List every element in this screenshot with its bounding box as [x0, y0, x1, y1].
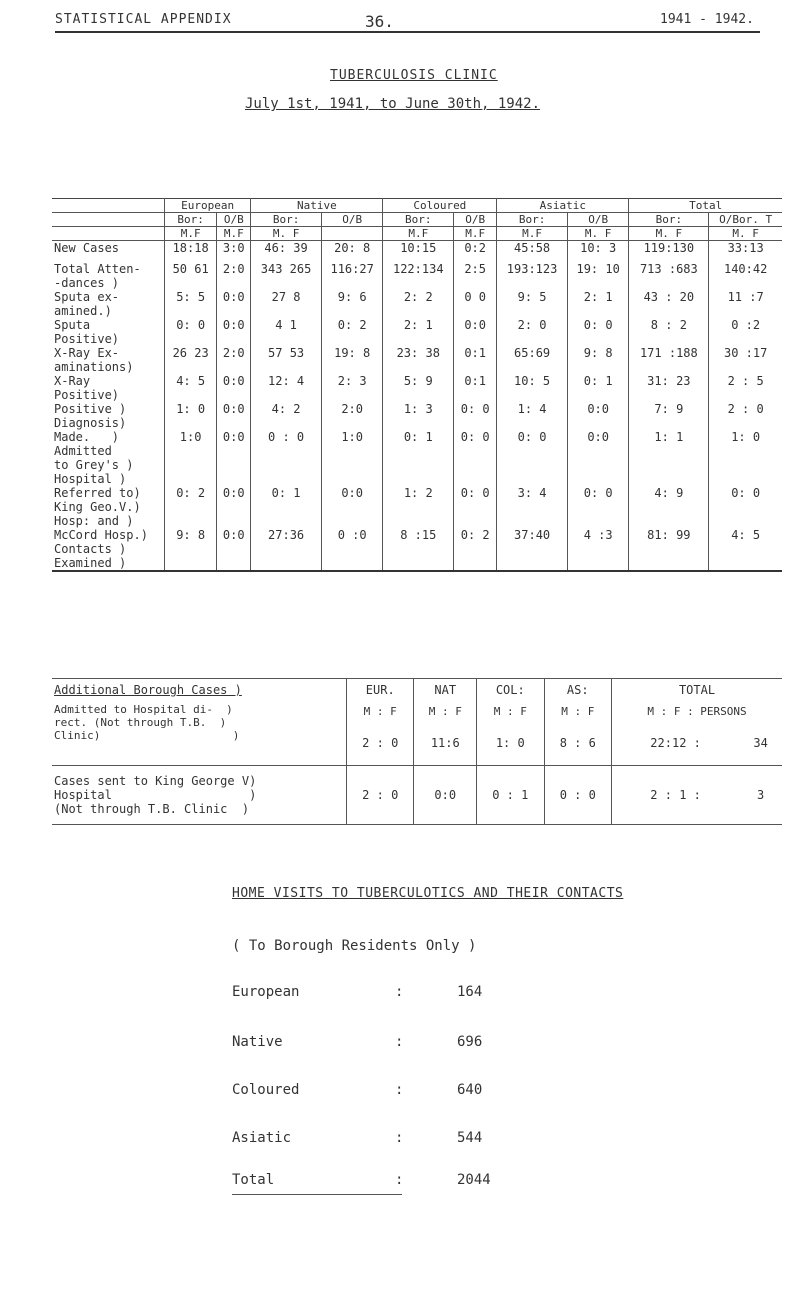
- table-row: [52, 486, 782, 528]
- cell-value: 9: 5: [497, 290, 568, 318]
- cell-value: 0:0: [217, 528, 251, 571]
- visits-sep: :: [395, 1130, 404, 1146]
- sex-header: M.F: [165, 227, 217, 241]
- cell-value: 0:0: [217, 374, 251, 402]
- cell-value: 0: 0: [709, 486, 782, 528]
- cell-value: 2 : 5: [709, 374, 782, 402]
- cell-value: 31: 23: [629, 374, 709, 402]
- cell-value: 2 : 0: [709, 402, 782, 430]
- cell-value: 4: 5: [709, 528, 782, 571]
- cell-value: 0 :0: [321, 528, 383, 571]
- cell-value: 0: 2: [454, 528, 497, 571]
- row-label: X-Ray Ex- aminations): [54, 346, 134, 374]
- row-label: New Cases: [54, 241, 120, 255]
- row-label: Sputa ex- amined.): [54, 290, 120, 318]
- cell-value: 1: 4: [497, 402, 568, 430]
- table-body: [52, 241, 782, 572]
- cell-value: 122:134: [383, 262, 454, 290]
- visits-sep: :: [395, 1082, 404, 1098]
- cell-value: 50 61: [165, 262, 217, 290]
- cell-value: 33:13: [709, 241, 782, 263]
- cell-value: 2: 1: [567, 290, 629, 318]
- cell-value: 0 : 0: [251, 430, 322, 486]
- additional-sex-row: [52, 701, 782, 721]
- cell-value: 19: 10: [567, 262, 629, 290]
- cell-value: 0:2: [454, 241, 497, 263]
- sex-header: M.F: [217, 227, 251, 241]
- subheader: Bor:: [383, 213, 454, 227]
- cell-value: 713 :683: [629, 262, 709, 290]
- table-row: [52, 290, 782, 318]
- cell-value: 8 :15: [383, 528, 454, 571]
- cell-value: 7: 9: [629, 402, 709, 430]
- subheader: O/B: [217, 213, 251, 227]
- cases-sent-row: [52, 766, 782, 825]
- cell-value: 5: 9: [383, 374, 454, 402]
- cell-value: 11 :7: [709, 290, 782, 318]
- cell-value: 0: 0: [165, 318, 217, 346]
- subheader: [709, 213, 782, 227]
- subheader: Bor:: [497, 213, 568, 227]
- cell-value: 0:0: [217, 318, 251, 346]
- header-rule: [55, 31, 760, 33]
- cell-value: 1: 2: [383, 486, 454, 528]
- cell-value: 193:123: [497, 262, 568, 290]
- additional-sex: M : F: [544, 701, 611, 721]
- home-visits-title: HOME VISITS TO TUBERCULOTICS AND THEIR CONTACTS: [232, 886, 624, 901]
- sex-header: M.F: [383, 227, 454, 241]
- cell-value: 3:0: [217, 241, 251, 263]
- table-row: [52, 402, 782, 430]
- additional-value: 34: [753, 736, 768, 750]
- additional-sex: M : F: [477, 701, 544, 721]
- group-header: Total: [629, 199, 782, 213]
- row-label: Total Atten- -dances ): [54, 262, 141, 290]
- cell-value: 2: 2: [383, 290, 454, 318]
- subheader-text: O/Bor.: [719, 213, 759, 226]
- tuberculosis-table: [52, 198, 782, 572]
- visits-value: 164: [457, 984, 483, 1000]
- additional-value: 1: 0: [477, 721, 544, 766]
- additional-value: 11:6: [414, 721, 477, 766]
- cell-value: 1:0: [165, 430, 217, 486]
- cell-value: 119:130: [629, 241, 709, 263]
- subheader-text: T: [765, 213, 773, 226]
- cell-value: 0: 0: [567, 318, 629, 346]
- cell-value: 0 :2: [709, 318, 782, 346]
- cell-value: 10:15: [383, 241, 454, 263]
- cell-value: 23: 38: [383, 346, 454, 374]
- total-underline: [232, 1194, 402, 1195]
- cell-value: 0: 1: [383, 430, 454, 486]
- cell-value: 5: 5: [165, 290, 217, 318]
- sex-header: M.F: [454, 227, 497, 241]
- cell-value: 0:0: [217, 486, 251, 528]
- cell-value: 57 53: [251, 346, 322, 374]
- additional-sex: M : F : PERSONS: [612, 701, 782, 721]
- subheader-row: [52, 213, 782, 227]
- cell-value: 0:0: [454, 318, 497, 346]
- cell-value: 9: 8: [165, 528, 217, 571]
- visits-name: Native: [232, 1034, 283, 1050]
- additional-head: COL:: [477, 679, 544, 701]
- row-label: X-Ray Positive): [54, 374, 120, 402]
- additional-value: 3: [739, 766, 782, 825]
- row-label: Positive ) Diagnosis): [54, 402, 127, 430]
- cell-value: 0 0: [454, 290, 497, 318]
- additional-cases-table: [52, 679, 782, 824]
- subheader: O/B: [454, 213, 497, 227]
- cell-value: 1: 3: [383, 402, 454, 430]
- visits-name: Asiatic: [232, 1130, 292, 1146]
- cell-value: 2: 3: [321, 374, 383, 402]
- cell-value: 10: 3: [567, 241, 629, 263]
- cell-value: 2:0: [321, 402, 383, 430]
- visits-value: 640: [457, 1082, 483, 1098]
- group-header: Asiatic: [497, 199, 629, 213]
- cell-value: 37:40: [497, 528, 568, 571]
- cell-value: 46: 39: [251, 241, 322, 263]
- additional-value: 2 : 0: [347, 721, 414, 766]
- group-header-row: [52, 199, 782, 213]
- group-header: European: [165, 199, 251, 213]
- visits-value: 696: [457, 1034, 483, 1050]
- table-row: [52, 346, 782, 374]
- additional-value: 2 : 1 :: [612, 766, 740, 825]
- cell-value: 0: 0: [454, 486, 497, 528]
- cell-value: 20: 8: [321, 241, 383, 263]
- group-header: Native: [251, 199, 383, 213]
- cell-value: 18:18: [165, 241, 217, 263]
- cell-value: 1: 0: [709, 430, 782, 486]
- group-header: Coloured: [383, 199, 497, 213]
- additional-head: EUR.: [347, 679, 414, 701]
- cell-value: 12: 4: [251, 374, 322, 402]
- year-range: 1941 - 1942.: [660, 12, 754, 27]
- cell-value: 4 1: [251, 318, 322, 346]
- cell-value: 0:0: [217, 402, 251, 430]
- cell-value: 0:1: [454, 346, 497, 374]
- cell-value: 0:0: [217, 430, 251, 486]
- cell-value: 43 : 20: [629, 290, 709, 318]
- sex-header: M. F: [629, 227, 709, 241]
- additional-cases-box: [52, 678, 782, 825]
- page-number: 36.: [365, 12, 394, 31]
- cell-value: 45:58: [497, 241, 568, 263]
- cell-value: 2:0: [217, 346, 251, 374]
- cell-value: 4: 9: [629, 486, 709, 528]
- row-label: Made. ) Admitted to Grey's ) Hospital ): [54, 430, 134, 486]
- row-label: Sputa Positive): [54, 318, 120, 346]
- cell-value: 2:5: [454, 262, 497, 290]
- additional-sex: M : F: [414, 701, 477, 721]
- visits-name: Coloured: [232, 1082, 300, 1098]
- cell-value: 9: 8: [567, 346, 629, 374]
- subheader: Bor:: [251, 213, 322, 227]
- cell-value: 0: 2: [165, 486, 217, 528]
- cell-value: 0: 0: [497, 430, 568, 486]
- cell-value: 2:0: [217, 262, 251, 290]
- cell-value: 26 23: [165, 346, 217, 374]
- cell-value: 0: 1: [567, 374, 629, 402]
- row-label: Referred to) King Geo.V.) Hosp: and ): [54, 486, 141, 528]
- additional-header-row: [52, 679, 782, 701]
- cell-value: 2: 0: [497, 318, 568, 346]
- additional-head: TOTAL: [612, 679, 782, 701]
- sex-header: M. F: [251, 227, 322, 241]
- cell-value: 0:1: [454, 374, 497, 402]
- cell-value: 27 8: [251, 290, 322, 318]
- additional-value: 8 : 6: [544, 721, 611, 766]
- sex-header: M. F: [709, 227, 782, 241]
- additional-value: 0 : 1: [477, 766, 544, 825]
- visits-value: 544: [457, 1130, 483, 1146]
- cell-value: 0:0: [321, 486, 383, 528]
- cell-value: 9: 6: [321, 290, 383, 318]
- row-label: McCord Hosp.) Contacts ) Examined ): [54, 528, 148, 570]
- additional-head: AS:: [544, 679, 611, 701]
- appendix-title: STATISTICAL APPENDIX: [55, 12, 232, 27]
- visits-total-name: Total: [232, 1172, 275, 1188]
- cell-value: 0:0: [567, 402, 629, 430]
- subheader: Bor:: [629, 213, 709, 227]
- table-row: [52, 241, 782, 263]
- cell-value: 171 :188: [629, 346, 709, 374]
- table-row: [52, 528, 782, 571]
- table-row: [52, 262, 782, 290]
- subheader: O/B: [567, 213, 629, 227]
- cell-value: 3: 4: [497, 486, 568, 528]
- cell-value: 4: 2: [251, 402, 322, 430]
- visits-sep: :: [395, 984, 404, 1000]
- visits-sep: :: [395, 1034, 404, 1050]
- cell-value: 81: 99: [629, 528, 709, 571]
- subheader: O/B: [321, 213, 383, 227]
- cell-value: 0:0: [567, 430, 629, 486]
- subheader: Bor:: [165, 213, 217, 227]
- additional-value: 0 : 0: [544, 766, 611, 825]
- period-subtitle: July 1st, 1941, to June 30th, 1942.: [245, 96, 541, 112]
- cell-value: 2: 1: [383, 318, 454, 346]
- cell-value: 0: 2: [321, 318, 383, 346]
- cell-value: 10: 5: [497, 374, 568, 402]
- additional-sex: M : F: [347, 701, 414, 721]
- cell-value: 0:0: [217, 290, 251, 318]
- cell-value: 343 265: [251, 262, 322, 290]
- cell-value: 140:42: [709, 262, 782, 290]
- sex-header: [321, 227, 383, 241]
- cell-value: 8 : 2: [629, 318, 709, 346]
- sex-header: M.F: [497, 227, 568, 241]
- cell-value: 0: 0: [454, 430, 497, 486]
- cell-value: 0: 0: [567, 486, 629, 528]
- cell-value: 0: 0: [454, 402, 497, 430]
- cell-value: 27:36: [251, 528, 322, 571]
- cell-value: 30 :17: [709, 346, 782, 374]
- cell-value: 116:27: [321, 262, 383, 290]
- visits-sep: :: [395, 1172, 404, 1188]
- cell-value: 19: 8: [321, 346, 383, 374]
- cell-value: 65:69: [497, 346, 568, 374]
- cell-value: 1:0: [321, 430, 383, 486]
- visits-name: European: [232, 984, 300, 1000]
- additional-value: 2 : 0: [347, 766, 414, 825]
- additional-value: 22:12 :: [612, 721, 740, 766]
- cell-value: 1: 0: [165, 402, 217, 430]
- table-row: [52, 374, 782, 402]
- cases-sent-label: Cases sent to King George V) Hospital ) (Not through T.B. Clinic ): [52, 766, 347, 825]
- additional-value: 0:0: [414, 766, 477, 825]
- home-visits-subtitle: ( To Borough Residents Only ): [232, 938, 477, 954]
- sex-header: M. F: [567, 227, 629, 241]
- cell-value: 4: 5: [165, 374, 217, 402]
- table-row: [52, 430, 782, 486]
- additional-head: NAT: [414, 679, 477, 701]
- cell-value: 0: 1: [251, 486, 322, 528]
- table-row: [52, 318, 782, 346]
- clinic-title: TUBERCULOSIS CLINIC: [330, 68, 498, 83]
- sex-header-row: [52, 227, 782, 241]
- additional-title: Additional Borough Cases ): [54, 683, 242, 697]
- cell-value: 1: 1: [629, 430, 709, 486]
- admitted-label: Admitted to Hospital di- ) rect. (Not through T.B. ) Clinic) ): [54, 703, 240, 742]
- visits-total-value: 2044: [457, 1172, 491, 1188]
- cell-value: 4 :3: [567, 528, 629, 571]
